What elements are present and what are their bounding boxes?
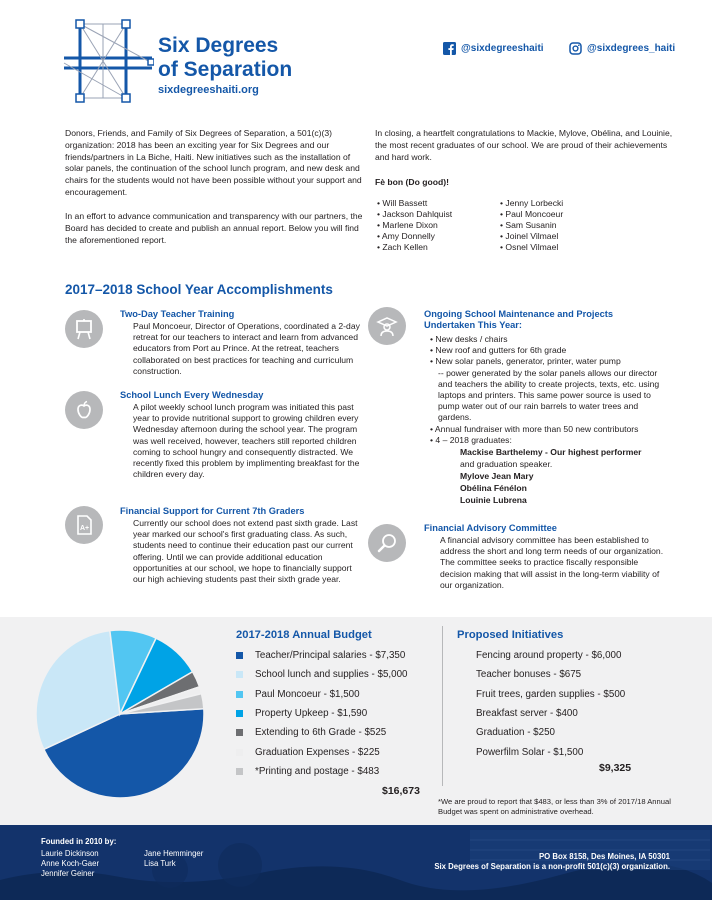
initiatives-title: Proposed Initiatives (457, 629, 564, 641)
solar-detail: -- power generated by the solar panels allows our director and teachers the ability to create projects, texts, etc. using laptops and printers. This same power source is used to pump water out of our rain barrels to water trees and gardens. (438, 367, 660, 423)
facebook-icon (443, 42, 456, 55)
board-name: • Jackson Dahlquist (377, 209, 453, 219)
initiative-item: Graduation - $250 (476, 727, 555, 739)
magnifier-icon (368, 524, 406, 562)
initiative-item: Teacher bonuses - $675 (476, 669, 582, 681)
board-name: • Amy Donnelly (377, 231, 435, 241)
legend-swatch (236, 691, 243, 698)
logo-network-icon (62, 18, 154, 104)
school-lunch-body: A pilot weekly school lunch program was initiated this past year to provide nutritional support to growing children every Wednesday afternoon during the school year. The program was well received, however, teachers still reported children coming to school hungry and consequently distracted. We recently fixed this problem by implimenting breakfast for the children every day. (133, 402, 360, 480)
founder-name: Jane Hemminger (144, 849, 204, 858)
legend-swatch (236, 671, 243, 678)
board-names-left (377, 198, 452, 253)
list-item: Mackise Barthelemy - Our highest performer (460, 447, 642, 458)
founder-name: Anne Koch-Gaer (41, 859, 100, 868)
budget-row: Extending to 6th Grade - $525 (236, 723, 431, 742)
founders-right (144, 849, 203, 869)
list-item: • New solar panels, generator, printer, water pump (430, 356, 621, 367)
founders-left (41, 849, 99, 879)
initiative-item: Fruit trees, garden supplies - $500 (476, 688, 626, 700)
signoff: Fè bon (Do good)! (375, 177, 449, 187)
instagram-icon (569, 42, 582, 55)
founded-label: Founded in 2010 by: (41, 837, 117, 846)
budget-row: Property Upkeep - $1,590 (236, 704, 431, 723)
footer (0, 825, 712, 900)
budget-pie-chart (0, 630, 210, 812)
board-name: • Joinel Vilmael (500, 231, 559, 241)
budget-row: Paul Moncoeur - $1,500 (236, 685, 431, 704)
easel-icon (65, 310, 103, 348)
list-item: Louinie Lubrena (460, 495, 527, 506)
board-name: • Sam Susanin (500, 220, 557, 230)
budget-row: Teacher/Principal salaries - $7,350 (236, 646, 431, 665)
budget-total: $16,673 (382, 785, 420, 797)
list-item: Mylove Jean Mary (460, 471, 534, 482)
budget-row: Graduation Expenses - $225 (236, 742, 431, 761)
nonprofit-statement: Six Degrees of Separation is a non-profit 501(c)(3) organization. (434, 862, 670, 871)
board-name: • Zach Kellen (377, 242, 428, 252)
intro-paragraph-1: Donors, Friends, and Family of Six Degrees of Separation, a 501(c)(3) organization: 2018 has been an exciting year for Six Degrees and our friends/partners in La Biche, Haiti. New initiatives such as the installation of solar panels, the continuation of the school lunch program, and new desk and chairs for the students would not have been possible without your support and encouragement. (65, 128, 362, 197)
school-lunch-title: School Lunch Every Wednesday (120, 390, 264, 400)
advisory-body: A financial advisory committee has been established to address the short and long term needs of our organization. The committee seeks to practice fiscally responsible decision making that will assist in the long-term viability of our organization. (440, 535, 664, 590)
legend-swatch (236, 652, 243, 659)
budget-note: *We are proud to report that $483, or less than 3% of 2017/18 Annual Budget was spent on administrative overhead. (438, 797, 671, 816)
graduate-list (430, 446, 670, 506)
list-item: Obélina Fénélon (460, 483, 527, 494)
budget-title: 2017-2018 Annual Budget (236, 629, 372, 641)
list-item: and graduation speaker. (460, 459, 553, 470)
founder-name: Laurie Dickinson (41, 849, 99, 858)
budget-legend (236, 646, 431, 781)
founder-name: Lisa Turk (144, 859, 176, 868)
initiative-item: Powerfilm Solar - $1,500 (476, 746, 584, 758)
apple-icon (65, 391, 103, 429)
board-name: • Marlene Dixon (377, 220, 438, 230)
maintenance-title: Ongoing School Maintenance and Projects Undertaken This Year: (424, 309, 614, 330)
teacher-training-title: Two-Day Teacher Training (120, 309, 235, 319)
list-item: • 4 – 2018 graduates: (430, 434, 512, 445)
maintenance-list (430, 334, 670, 506)
initiative-item: Breakfast server - $400 (476, 708, 578, 720)
list-item: • New desks / chairs (430, 334, 508, 344)
svg-text:A+: A+ (80, 525, 90, 532)
list-item: • New roof and gutters for 6th grade (430, 345, 567, 356)
instagram-link[interactable]: @sixdegrees_haiti (569, 42, 675, 55)
advisory-title: Financial Advisory Committee (424, 523, 557, 533)
teacher-training-body: Paul Moncoeur, Director of Operations, coordinated a 2-day retreat for our teachers to interact and learn from advanced educators from Port au Prince. At the retreat, teachers collaborated on best practices for teaching and curriculum construction. (133, 321, 360, 376)
legend-swatch (236, 729, 243, 736)
org-title: Six Degrees of Separation (158, 34, 293, 81)
board-name: • Paul Moncoeur (500, 209, 564, 219)
accomplishments-title: 2017–2018 School Year Accomplishments (65, 282, 333, 297)
intro-paragraph-2: In an effort to advance communication and transparency with our partners, the Board has decided to create and publish an annual report. Below you will find the aforementioned report. (65, 211, 363, 245)
board-names-right (500, 198, 563, 253)
graduate-icon (368, 307, 406, 345)
address: PO Box 8158, Des Moines, IA 50301 (538, 852, 670, 861)
board-name: • Osnel Vilmael (500, 242, 559, 252)
board-name: • Jenny Lorbecki (500, 198, 564, 208)
column-divider (442, 626, 443, 786)
list-item: • Annual fundraiser with more than 50 new contributors (430, 423, 639, 434)
budget-row: *Printing and postage - $483 (236, 762, 431, 781)
org-website-link[interactable]: sixdegreeshaiti.org (158, 84, 259, 96)
grade-document-icon (65, 506, 103, 544)
initiatives-total: $9,325 (599, 762, 632, 774)
legend-swatch (236, 768, 243, 775)
initiatives-list (476, 646, 676, 762)
facebook-link[interactable]: @sixdegreeshaiti (443, 42, 544, 55)
board-name: • Will Bassett (377, 198, 428, 208)
founder-name: Jennifer Geiner (41, 869, 95, 878)
closing-paragraph: In closing, a heartfelt congratulations to Mackie, Mylove, Obélina, and Louinie, the most recent graduates of our school. We are proud of their achievements and hard work. (375, 128, 673, 162)
initiative-item: Fencing around property - $6,000 (476, 650, 622, 662)
budget-row: School lunch and supplies - $5,000 (236, 665, 431, 684)
legend-swatch (236, 749, 243, 756)
legend-swatch (236, 710, 243, 717)
seventh-graders-title: Financial Support for Current 7th Graders (120, 506, 305, 516)
footer-contact (434, 852, 670, 872)
seventh-graders-body: Currently our school does not extend past sixth grade. Last year marked our school's first graduating class. As such, students need to continue their education past our current offering. Until we can provide additional education opportunities at our school, we hope to financially support our high achieving students past their sixth grade year. (133, 518, 358, 585)
